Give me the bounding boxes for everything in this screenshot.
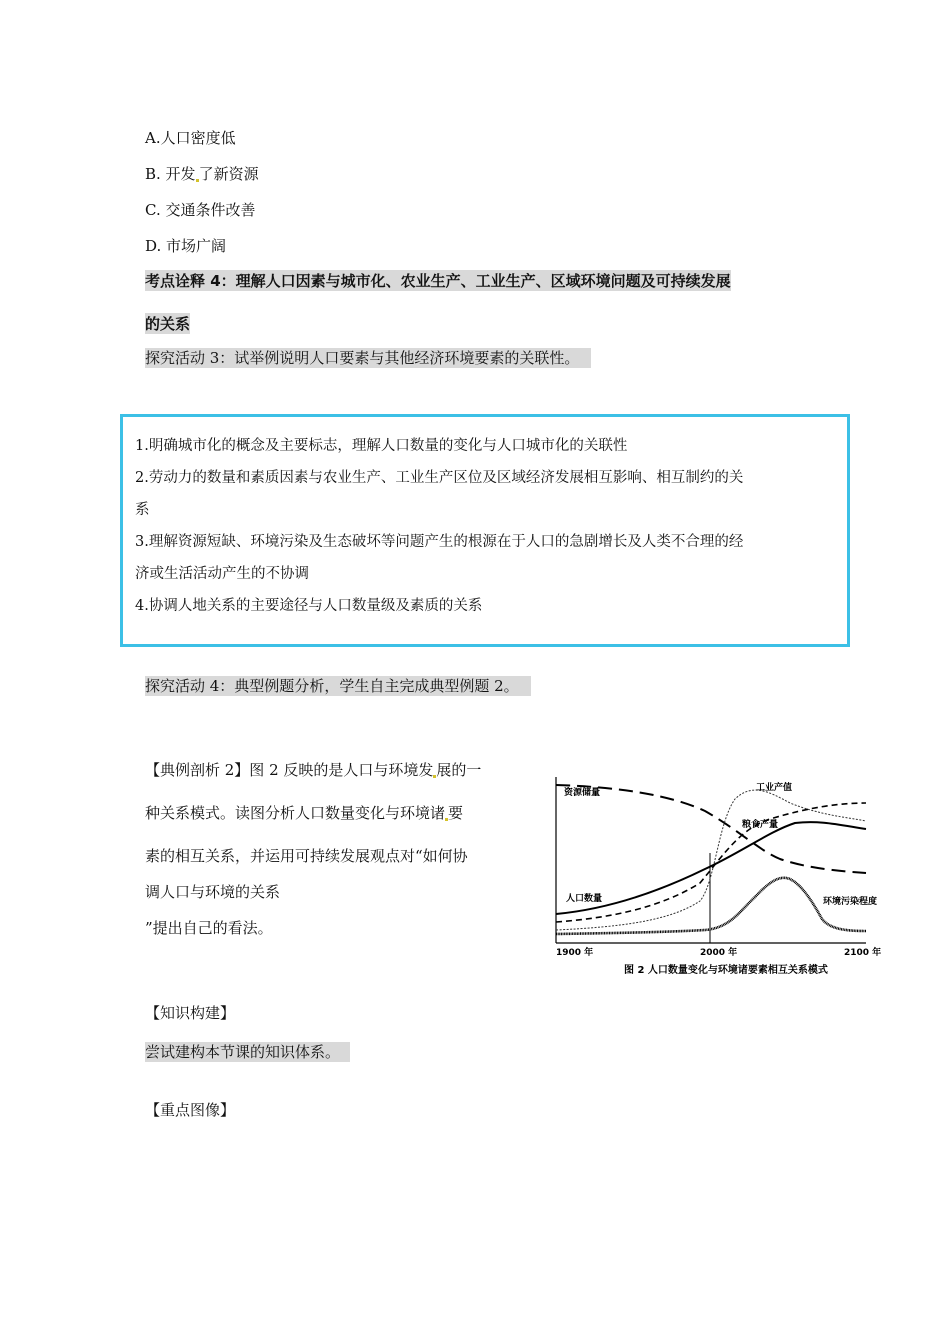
objectives-box [120,414,850,647]
figure-caption: 图 2 人口数量变化与环境诸要素相互关系模式 [624,965,828,976]
label-population: 人口数量 [566,894,603,904]
industry-curve [556,790,866,930]
resources-curve [556,785,866,873]
example-line5: ”提出自己的看法。 [145,919,273,937]
section-zhishi-text: 尝试建构本节课的知识体系。 [145,1042,350,1062]
option-c: C. 交通条件改善 [145,201,256,219]
option-b-post: 了新资源 [198,165,259,183]
example-line1-b: 展的一 [436,761,482,779]
objective-3-cont: 济或生活活动产生的不协调 [135,566,309,582]
option-b-pre: B. 开发 [145,165,196,183]
example-line2 [145,803,463,823]
x-tick-1900: 1900 年 [556,948,594,958]
label-pollution: 环境污染程度 [823,897,878,907]
label-food: 粮食产量 [742,820,779,830]
section-zhongdian-title: 【重点图像】 [145,1101,236,1119]
example-line3: 素的相互关系，并运用可持续发展观点对“如何协 [145,847,468,865]
activity-3: 探究活动 3：试举例说明人口要素与其他经济环境要素的关联性。 [145,348,591,368]
kaodian-line2: 的关系 [145,315,191,333]
figure-2 [540,773,882,979]
example-line4: 调人口与环境的关系 [145,883,281,901]
activity-4: 探究活动 4：典型例题分析，学生自主完成典型例题 2。 [145,676,531,696]
objective-2-cont: 系 [135,502,150,518]
objective-2: 2.劳动力的数量和素质因素与农业生产、工业生产区位及区域经济发展相互影响、相互制约的关 [135,470,744,486]
kaodian-line1: 考点诠释 4：理解人口因素与城市化、农业生产、工业生产、区域环境问题及可持续发展 [145,272,731,290]
food-curve [556,803,866,922]
option-d: D. 市场广阔 [145,237,227,255]
objective-4: 4.协调人地关系的主要途径与人口数量级及素质的关系 [135,598,483,614]
example-line1-a: 【典例剖析 2】图 2 反映的是人口与环境发 [145,761,434,779]
example-line2-b: 要 [448,804,464,822]
objective-1: 1.明确城市化的概念及主要标志，理解人口数量的变化与人口城市化的关联性 [135,438,628,454]
x-tick-2100: 2100 年 [844,948,882,958]
section-zhishi-title: 【知识构建】 [145,1004,236,1022]
example-line2-a: 种关系模式。读图分析人口数量变化与环境诸 [145,804,446,822]
label-resources: 资源储量 [564,788,601,798]
example-line1 [145,760,481,780]
option-a: A.人口密度低 [145,129,236,147]
objective-3: 3.理解资源短缺、环境污染及生态破坏等问题产生的根源在于人口的急剧增长及人类不合理的经 [135,534,744,550]
option-b [145,164,259,184]
label-industry: 工业产值 [756,783,793,793]
x-tick-2000: 2000 年 [700,948,738,958]
